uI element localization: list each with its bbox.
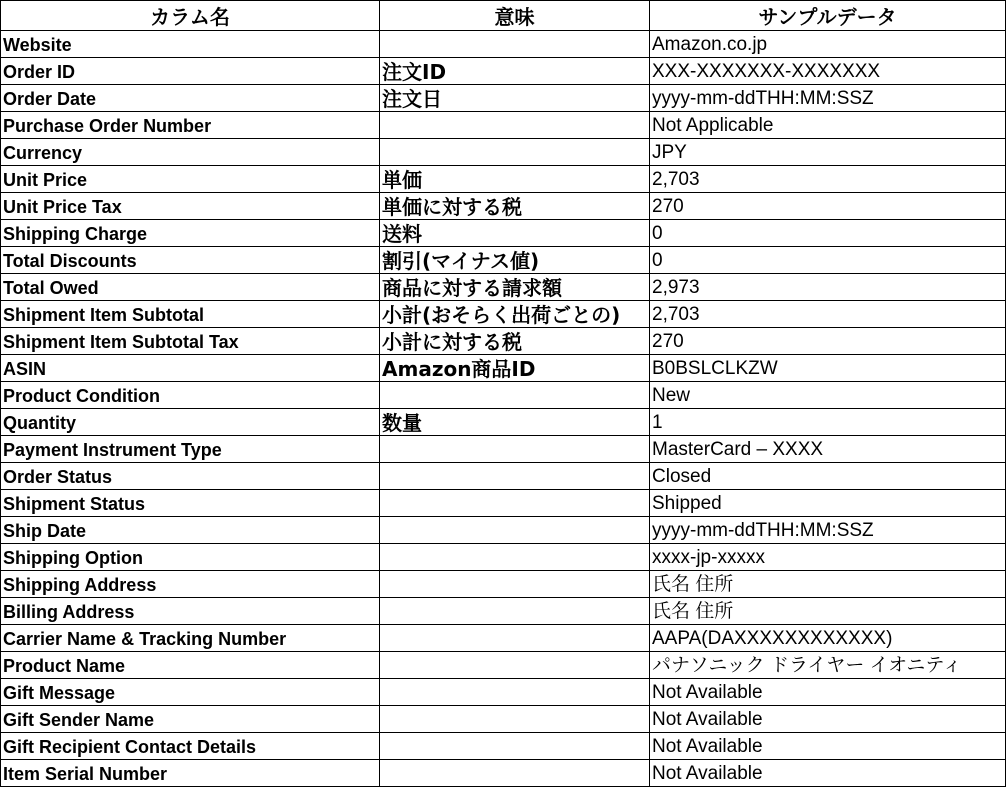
column-name-cell[interactable]: Quantity (1, 409, 380, 436)
column-name-cell[interactable]: Currency (1, 139, 380, 166)
column-name-cell[interactable]: Gift Recipient Contact Details (1, 733, 380, 760)
meaning-cell[interactable]: 商品に対する請求額 (380, 274, 650, 301)
table-row (1, 274, 1006, 301)
meaning-cell[interactable] (380, 544, 650, 571)
sample-data-cell[interactable]: 氏名 住所 (650, 598, 1006, 625)
sample-data-cell[interactable]: 270 (650, 193, 1006, 220)
column-name-cell[interactable]: Order Date (1, 85, 380, 112)
column-name-cell[interactable]: Total Owed (1, 274, 380, 301)
column-name-cell[interactable]: Ship Date (1, 517, 380, 544)
column-name-cell[interactable]: ASIN (1, 355, 380, 382)
table-row (1, 31, 1006, 58)
meaning-cell[interactable] (380, 382, 650, 409)
column-name-cell[interactable]: Shipping Charge (1, 220, 380, 247)
column-name-cell[interactable]: Purchase Order Number (1, 112, 380, 139)
table-row (1, 436, 1006, 463)
table-row (1, 517, 1006, 544)
sample-data-cell[interactable]: yyyy-mm-ddTHH:MM:SSZ (650, 85, 1006, 112)
meaning-cell[interactable] (380, 31, 650, 58)
header-column-name[interactable]: カラム名 (1, 1, 380, 31)
meaning-cell[interactable] (380, 733, 650, 760)
meaning-cell[interactable] (380, 436, 650, 463)
column-name-cell[interactable]: Carrier Name & Tracking Number (1, 625, 380, 652)
meaning-cell[interactable]: 注文日 (380, 85, 650, 112)
column-name-cell[interactable]: Gift Sender Name (1, 706, 380, 733)
meaning-cell[interactable] (380, 490, 650, 517)
column-name-cell[interactable]: Shipping Address (1, 571, 380, 598)
table-row (1, 166, 1006, 193)
sample-data-cell[interactable]: yyyy-mm-ddTHH:MM:SSZ (650, 517, 1006, 544)
meaning-cell[interactable] (380, 706, 650, 733)
sample-data-cell[interactable]: Not Available (650, 679, 1006, 706)
sample-data-cell[interactable]: Not Applicable (650, 112, 1006, 139)
column-name-cell[interactable]: Shipment Status (1, 490, 380, 517)
sample-data-cell[interactable]: 2,703 (650, 166, 1006, 193)
meaning-cell[interactable] (380, 112, 650, 139)
sample-data-cell[interactable]: 0 (650, 247, 1006, 274)
meaning-cell[interactable] (380, 463, 650, 490)
table-row (1, 58, 1006, 85)
column-name-cell[interactable]: Shipping Option (1, 544, 380, 571)
sample-data-cell[interactable]: 氏名 住所 (650, 571, 1006, 598)
table-row (1, 247, 1006, 274)
table-row (1, 679, 1006, 706)
column-name-cell[interactable]: Shipment Item Subtotal (1, 301, 380, 328)
table-row (1, 85, 1006, 112)
meaning-cell[interactable] (380, 517, 650, 544)
meaning-cell[interactable]: 注文ID (380, 58, 650, 85)
table-row (1, 598, 1006, 625)
sample-data-cell[interactable]: JPY (650, 139, 1006, 166)
meaning-cell[interactable]: 小計に対する税 (380, 328, 650, 355)
table-row (1, 571, 1006, 598)
table-row (1, 409, 1006, 436)
column-name-cell[interactable]: Website (1, 31, 380, 58)
sample-data-cell[interactable]: Not Available (650, 760, 1006, 787)
sample-data-cell[interactable]: AAPA(DAXXXXXXXXXXXX) (650, 625, 1006, 652)
column-name-cell[interactable]: Unit Price (1, 166, 380, 193)
meaning-cell[interactable] (380, 625, 650, 652)
sample-data-cell[interactable]: xxxx-jp-xxxxx (650, 544, 1006, 571)
header-sample-data[interactable]: サンプルデータ (650, 1, 1006, 31)
meaning-cell[interactable]: 単価に対する税 (380, 193, 650, 220)
sample-data-cell[interactable]: 1 (650, 409, 1006, 436)
sample-data-cell[interactable]: Closed (650, 463, 1006, 490)
table-row (1, 544, 1006, 571)
table-row (1, 193, 1006, 220)
table-row (1, 625, 1006, 652)
table-row (1, 139, 1006, 166)
header-meaning[interactable]: 意味 (380, 1, 650, 31)
sample-data-cell[interactable]: XXX-XXXXXXX-XXXXXXX (650, 58, 1006, 85)
column-name-cell[interactable]: Order Status (1, 463, 380, 490)
column-name-cell[interactable]: Order ID (1, 58, 380, 85)
column-name-cell[interactable]: Gift Message (1, 679, 380, 706)
meaning-cell[interactable]: 単価 (380, 166, 650, 193)
meaning-cell[interactable]: 送料 (380, 220, 650, 247)
sample-data-cell[interactable]: 2,703 (650, 301, 1006, 328)
meaning-cell[interactable] (380, 598, 650, 625)
meaning-cell[interactable] (380, 652, 650, 679)
table-row (1, 490, 1006, 517)
table-row (1, 733, 1006, 760)
table-row (1, 328, 1006, 355)
table-row (1, 463, 1006, 490)
meaning-cell[interactable]: Amazon商品ID (380, 355, 650, 382)
table-row (1, 382, 1006, 409)
column-name-cell[interactable]: Unit Price Tax (1, 193, 380, 220)
sample-data-cell[interactable]: MasterCard – XXXX (650, 436, 1006, 463)
column-name-cell[interactable]: Product Name (1, 652, 380, 679)
sample-data-cell[interactable]: パナソニック ドライヤー イオニティ (650, 652, 1006, 679)
sample-data-cell[interactable]: Not Available (650, 706, 1006, 733)
sample-data-cell[interactable]: Not Available (650, 733, 1006, 760)
meaning-cell[interactable] (380, 679, 650, 706)
sample-data-cell[interactable]: 0 (650, 220, 1006, 247)
meaning-cell[interactable]: 割引(マイナス値) (380, 247, 650, 274)
meaning-cell[interactable] (380, 139, 650, 166)
meaning-cell[interactable]: 数量 (380, 409, 650, 436)
sample-data-cell[interactable]: 270 (650, 328, 1006, 355)
sample-data-cell[interactable]: Amazon.co.jp (650, 31, 1006, 58)
column-name-cell[interactable]: Shipment Item Subtotal Tax (1, 328, 380, 355)
column-name-cell[interactable]: Product Condition (1, 382, 380, 409)
sample-data-cell[interactable]: 2,973 (650, 274, 1006, 301)
table-row (1, 220, 1006, 247)
sample-data-cell[interactable]: B0BSLCLKZW (650, 355, 1006, 382)
table-row (1, 112, 1006, 139)
sample-data-cell[interactable]: Shipped (650, 490, 1006, 517)
table-row (1, 760, 1006, 787)
table-row (1, 301, 1006, 328)
column-name-cell[interactable]: Total Discounts (1, 247, 380, 274)
meaning-cell[interactable]: 小計(おそらく出荷ごとの) (380, 301, 650, 328)
table-row (1, 706, 1006, 733)
table-row (1, 652, 1006, 679)
sample-data-cell[interactable]: New (650, 382, 1006, 409)
meaning-cell[interactable] (380, 760, 650, 787)
header-row (1, 1, 1006, 31)
column-name-cell[interactable]: Billing Address (1, 598, 380, 625)
column-name-cell[interactable]: Item Serial Number (1, 760, 380, 787)
table-row (1, 355, 1006, 382)
meaning-cell[interactable] (380, 571, 650, 598)
column-name-cell[interactable]: Payment Instrument Type (1, 436, 380, 463)
